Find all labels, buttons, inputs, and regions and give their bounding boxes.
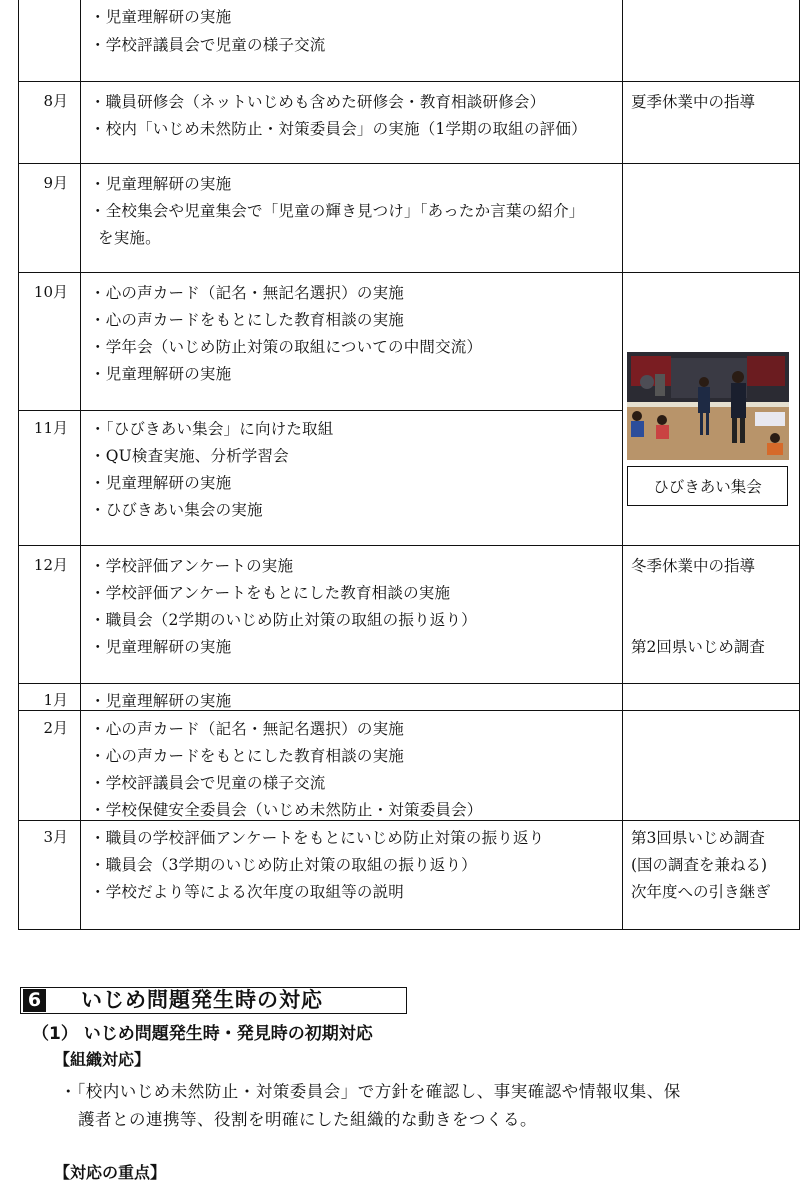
- schedule-item: ・QU検査実施、分析学習会: [90, 447, 289, 465]
- schedule-item: ・全校集会や児童集会で「児童の輝き見つけ」「あったか言葉の紹介」: [90, 202, 585, 220]
- schedule-note: 次年度への引き継ぎ: [631, 883, 771, 901]
- row-divider: [18, 683, 800, 684]
- schedule-item: ・児童理解研の実施: [90, 365, 232, 383]
- column-divider: [18, 0, 19, 930]
- schedule-item: ・校内「いじめ未然防止・対策委員会」の実施（1学期の取組の評価）: [90, 120, 587, 138]
- schedule-item: ・ひびきあい集会の実施: [90, 501, 263, 519]
- schedule-item: ・児童理解研の実施: [90, 692, 232, 710]
- month-label: 2月: [43, 719, 68, 737]
- paragraph-line: 護者との連携等、役割を明確にした組織的な動きをつくる。: [78, 1110, 537, 1129]
- column-divider: [80, 0, 81, 930]
- month-label: 11月: [33, 419, 68, 437]
- row-divider: [18, 545, 800, 546]
- month-label: 9月: [43, 174, 68, 192]
- section-title: いじめ問題発生時の対応: [81, 988, 323, 1012]
- column-divider: [622, 0, 623, 930]
- schedule-note: 夏季休業中の指導: [631, 93, 756, 111]
- heading-organization: 【組織対応】: [54, 1050, 151, 1069]
- schedule-item: ・職員研修会（ネットいじめも含めた研修会・教育相談研修会）: [90, 93, 546, 111]
- section-number: 6: [23, 989, 46, 1012]
- row-divider: [18, 272, 800, 273]
- row-divider: [18, 81, 800, 82]
- schedule-item: ・児童理解研の実施: [90, 8, 232, 26]
- schedule-note: 冬季休業中の指導: [631, 557, 756, 575]
- month-label: 1月: [43, 691, 68, 709]
- schedule-item: ・学校だより等による次年度の取組等の説明: [90, 883, 405, 901]
- subsection-title: （1） いじめ問題発生時・発見時の初期対応: [32, 1024, 373, 1044]
- schedule-note: 第3回県いじめ調査: [631, 829, 765, 847]
- schedule-item: ・心の声カードをもとにした教育相談の実施: [90, 311, 405, 329]
- schedule-item: ・職員会（2学期のいじめ防止対策の取組の振り返り）: [90, 611, 477, 629]
- heading-focus: 【対応の重点】: [54, 1163, 167, 1182]
- schedule-item: ・学年会（いじめ防止対策の取組についての中間交流）: [90, 338, 483, 356]
- schedule-item: ・職員会（3学期のいじめ防止対策の取組の振り返り）: [90, 856, 477, 874]
- month-label: 12月: [33, 556, 68, 574]
- assembly-photo-illustration: [627, 352, 789, 460]
- schedule-item: ・学校評価アンケートをもとにした教育相談の実施: [90, 584, 451, 602]
- schedule-item: ・心の声カード（記名・無記名選択）の実施: [90, 720, 405, 738]
- row-divider: [18, 163, 800, 164]
- schedule-item: ・職員の学校評価アンケートをもとにいじめ防止対策の振り返り: [90, 829, 545, 847]
- section-heading: [20, 987, 407, 1014]
- schedule-item: ・学校保健安全委員会（いじめ未然防止・対策委員会）: [90, 801, 483, 819]
- assembly-photo: [627, 352, 789, 460]
- month-label: 10月: [33, 283, 68, 301]
- annual-schedule-table: [18, 0, 800, 930]
- schedule-item: ・学校評議員会で児童の様子交流: [90, 36, 326, 54]
- photo-caption: ひびきあい集会: [627, 466, 788, 506]
- schedule-item: ・児童理解研の実施: [90, 638, 232, 656]
- schedule-item: ・心の声カードをもとにした教育相談の実施: [90, 747, 405, 765]
- schedule-note: (国の調査を兼ねる): [631, 856, 768, 874]
- schedule-item: ・学校評議員会で児童の様子交流: [90, 774, 326, 792]
- schedule-item: ・「ひびきあい集会」に向けた取組: [90, 420, 334, 438]
- schedule-item: ・児童理解研の実施: [90, 175, 232, 193]
- month-label: 3月: [43, 828, 68, 846]
- row-divider: [18, 410, 622, 411]
- paragraph-line: ・「校内いじめ未然防止・対策委員会」で方針を確認し、事実確認や情報収集、保: [60, 1082, 681, 1101]
- month-label: 8月: [43, 92, 68, 110]
- row-divider: [18, 820, 800, 821]
- schedule-note: 第2回県いじめ調査: [631, 638, 765, 656]
- schedule-item: を実施。: [98, 229, 161, 247]
- schedule-item: ・心の声カード（記名・無記名選択）の実施: [90, 284, 405, 302]
- row-divider: [18, 929, 800, 930]
- schedule-item: ・学校評価アンケートの実施: [90, 557, 294, 575]
- schedule-item: ・児童理解研の実施: [90, 474, 232, 492]
